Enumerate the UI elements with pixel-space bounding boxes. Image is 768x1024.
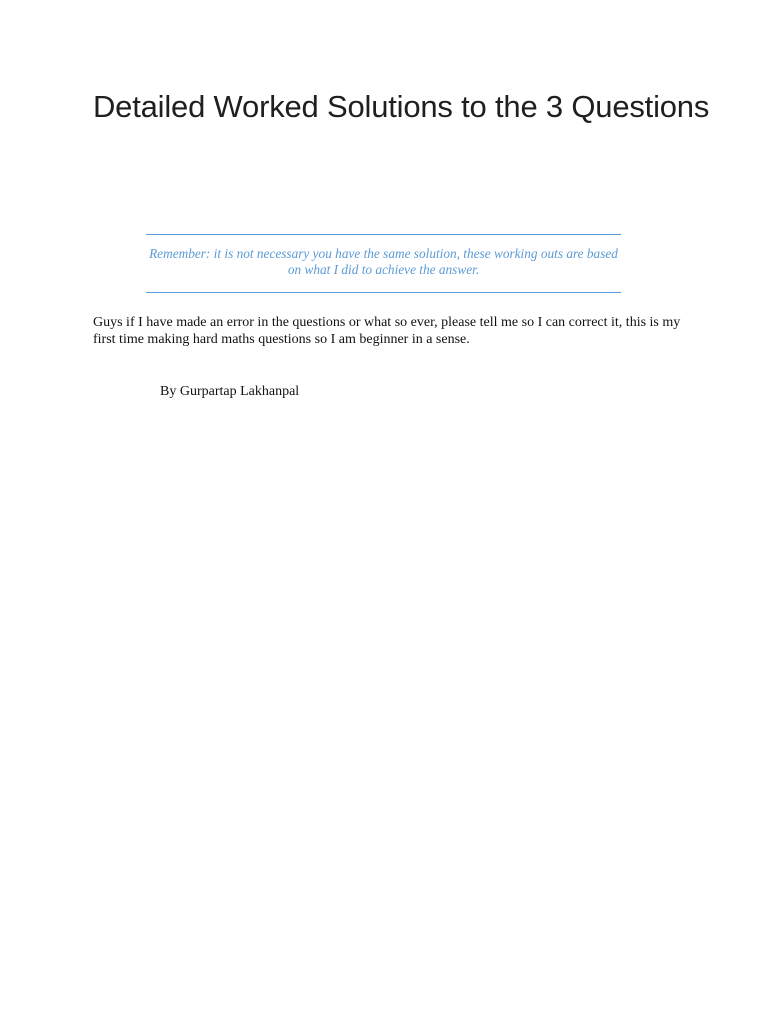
quote-text: Remember: it is not necessary you have the same solution, these working outs are based on what I did to achieve the answer. <box>149 246 618 277</box>
document-title: Detailed Worked Solutions to the 3 Questions <box>93 89 710 124</box>
body-paragraph: Guys if I have made an error in the questions or what so ever, please tell me so I can correct it, this is my first time making hard maths questions so I am beginner in a sense. <box>93 315 681 347</box>
intense-quote <box>146 234 621 293</box>
author-byline: By Gurpartap Lakhanpal <box>160 384 300 399</box>
